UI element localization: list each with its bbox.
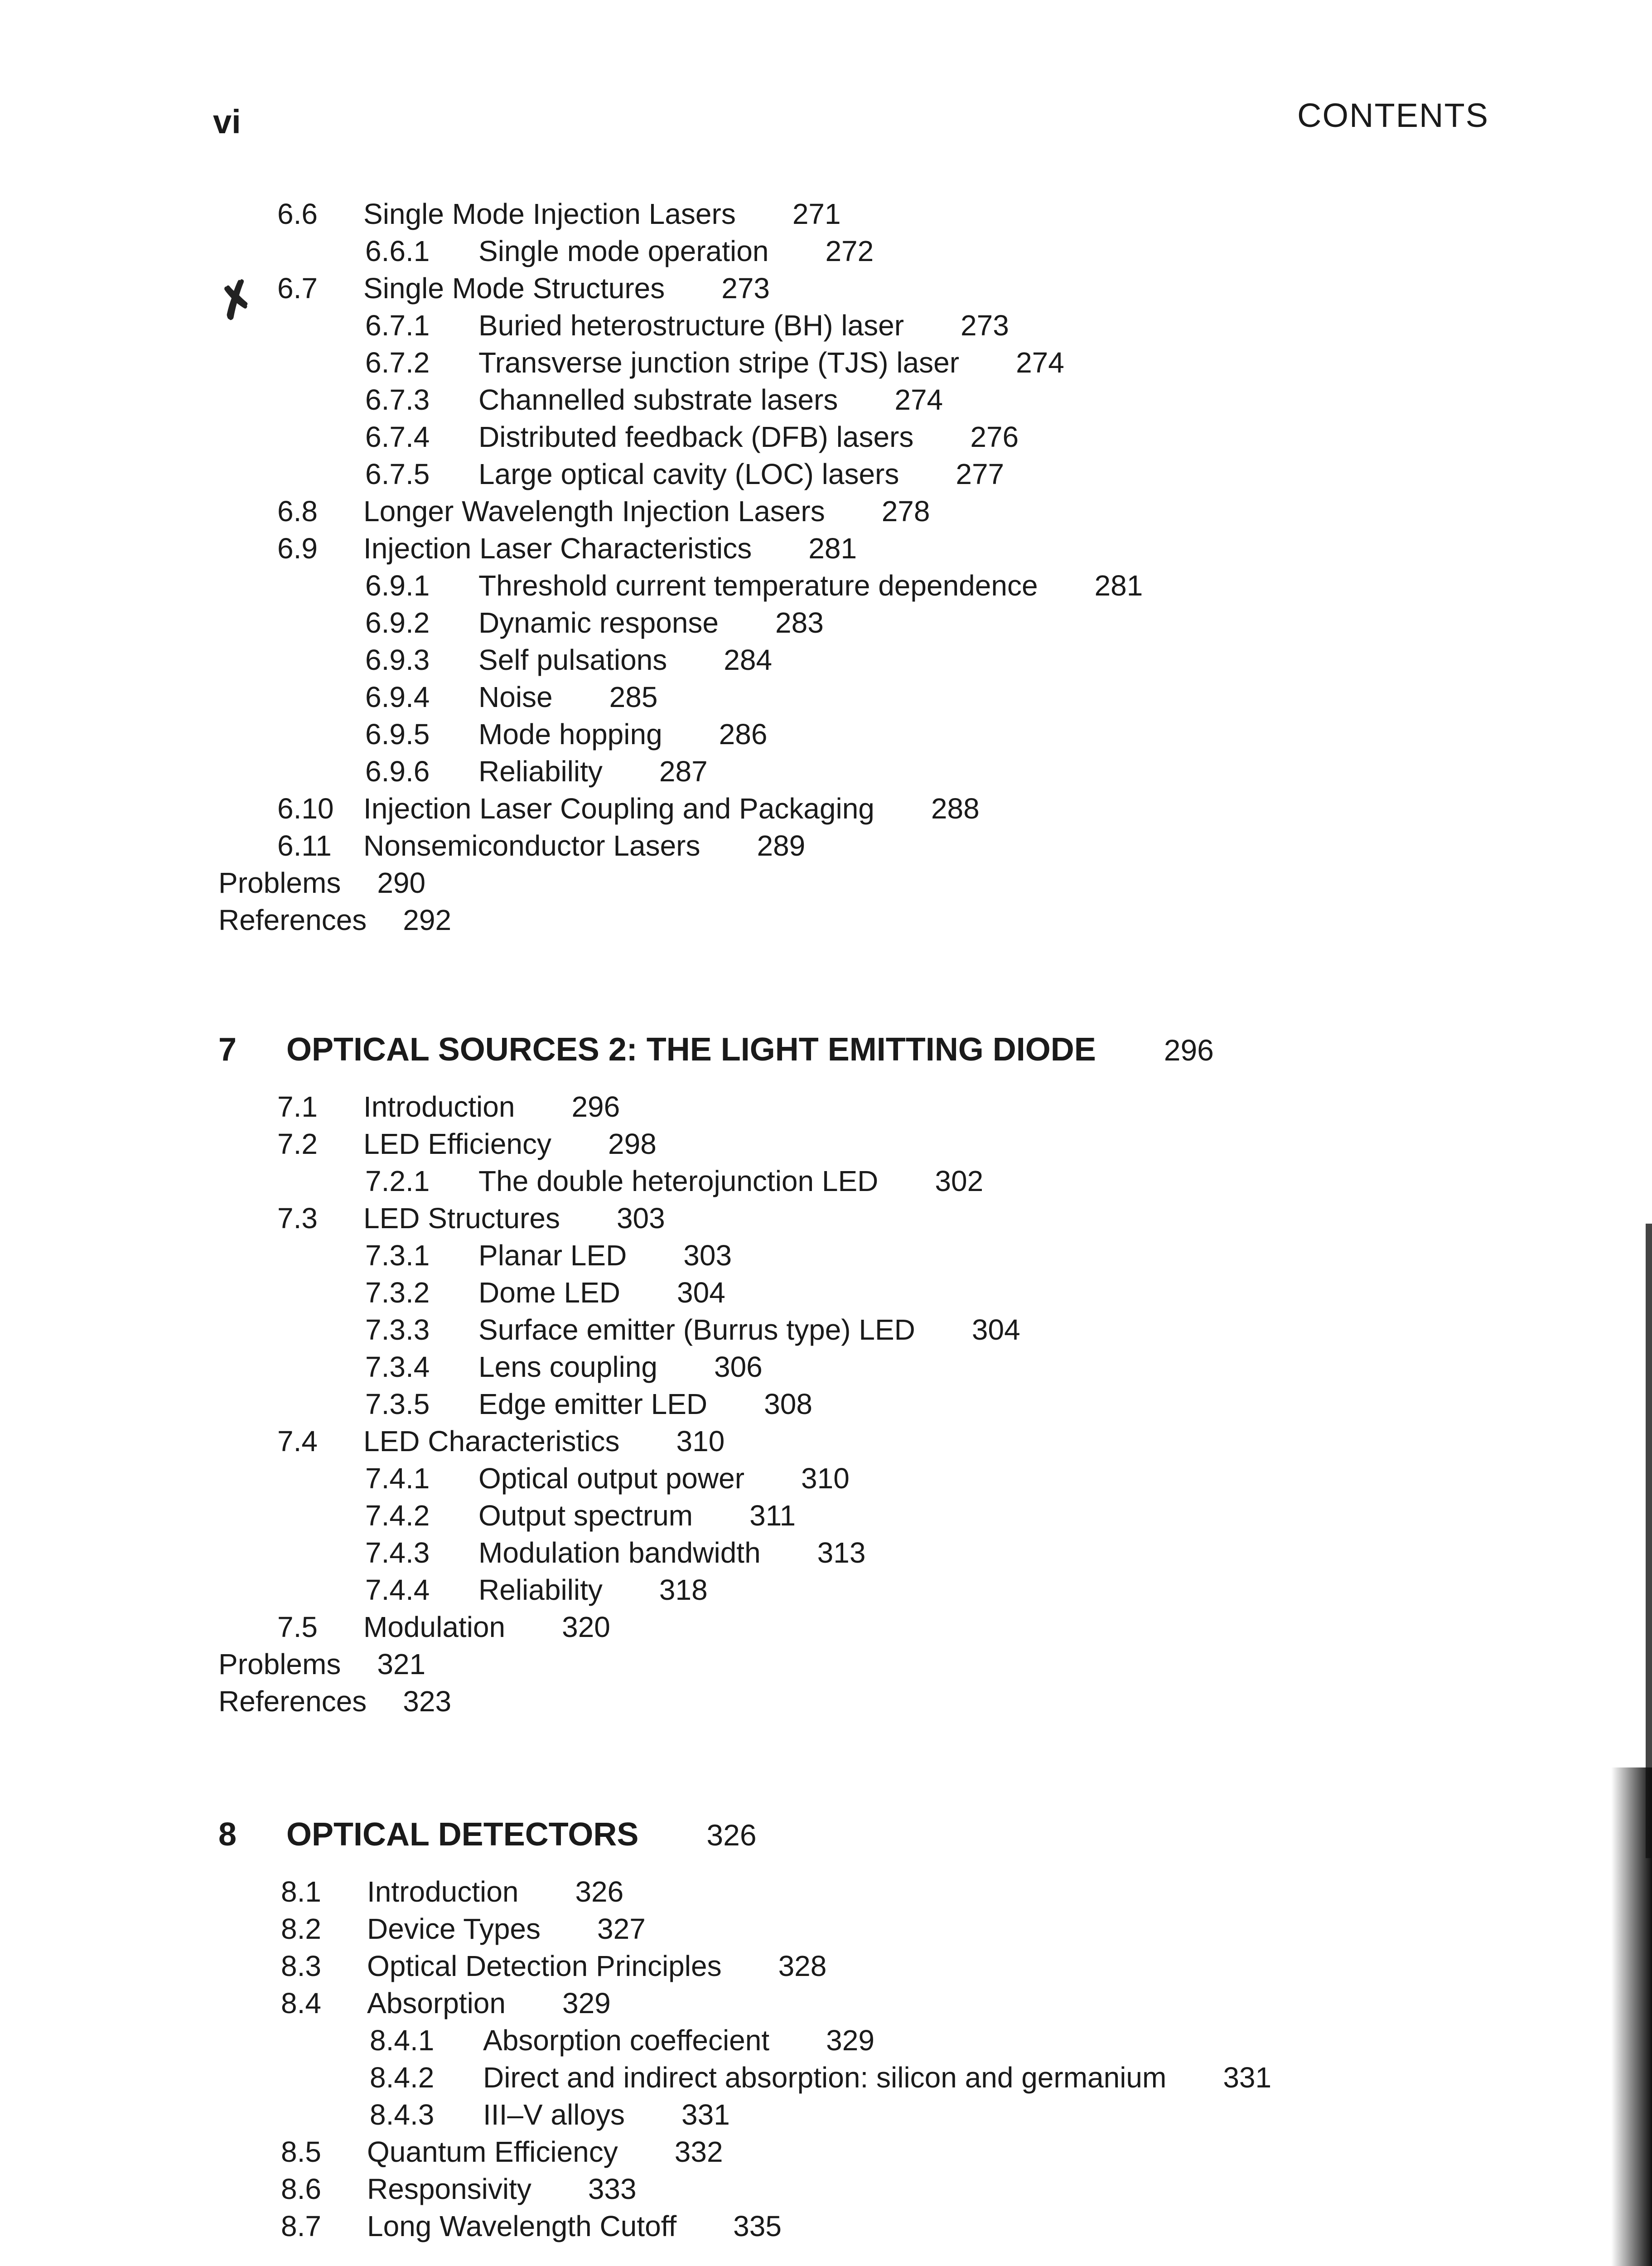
- section-number: 6.9: [277, 532, 318, 565]
- toc-entry: [365, 571, 1143, 600]
- section-page: 321: [377, 1648, 426, 1680]
- section-number: 7.4: [277, 1425, 318, 1457]
- toc-entry: [277, 1427, 725, 1456]
- section-page: 327: [597, 1913, 646, 1945]
- section-page: 281: [1094, 569, 1143, 602]
- section-title: Injection Laser Characteristics: [363, 532, 752, 565]
- toc-entry: [370, 2100, 730, 2129]
- section-page: 308: [764, 1388, 812, 1420]
- toc-entry: [365, 1501, 796, 1530]
- section-title: References: [218, 1685, 367, 1718]
- section-title: Long Wavelength Cutoff: [367, 2210, 677, 2242]
- section-number: 6.9.6: [365, 755, 430, 788]
- section-page: 296: [571, 1090, 620, 1123]
- section-page: 328: [778, 1950, 827, 1982]
- section-page: 298: [608, 1128, 657, 1160]
- toc-entry: [365, 385, 943, 414]
- toc-entry: [281, 1989, 611, 2018]
- toc-entry: [365, 757, 708, 786]
- section-title: Modulation: [363, 1611, 506, 1643]
- section-title: LED Efficiency: [363, 1128, 551, 1160]
- section-title: Reliability: [478, 755, 603, 788]
- chapter-number: 8: [218, 1816, 237, 1853]
- section-title: Large optical cavity (LOC) lasers: [478, 458, 899, 490]
- section-title: Quantum Efficiency: [367, 2135, 618, 2168]
- toc-entry: [281, 2137, 723, 2166]
- toc-entry: [365, 1241, 732, 1270]
- section-number: 7.4.2: [365, 1499, 430, 1532]
- toc-entry: [365, 1464, 850, 1493]
- section-title: III–V alloys: [483, 2098, 625, 2131]
- toc-entry: [277, 199, 841, 228]
- section-title: Channelled substrate lasers: [478, 383, 838, 416]
- section-page: 318: [659, 1574, 708, 1606]
- toc-entry: [365, 1575, 708, 1604]
- toc-entry: [365, 645, 772, 674]
- section-page: 323: [403, 1685, 452, 1718]
- section-title: Self pulsations: [478, 644, 667, 676]
- section-number: 6.7.2: [365, 346, 430, 379]
- section-page: 303: [616, 1202, 665, 1235]
- section-title: Introduction: [367, 1875, 519, 1908]
- section-title: Dynamic response: [478, 606, 719, 639]
- section-title: Problems: [218, 1648, 341, 1680]
- section-page: 331: [1223, 2061, 1272, 2094]
- section-number: 7.4.1: [365, 1462, 430, 1495]
- running-header-title: CONTENTS: [1297, 97, 1489, 134]
- section-page: 271: [792, 198, 841, 230]
- section-page: 285: [609, 681, 658, 713]
- section-number: 6.7: [277, 272, 318, 305]
- toc-entry: [218, 868, 425, 897]
- section-page: 326: [575, 1875, 624, 1908]
- section-title: Nonsemiconductor Lasers: [363, 829, 700, 862]
- chapter-title: OPTICAL DETECTORS: [286, 1816, 639, 1853]
- toc-entry: [277, 1204, 665, 1233]
- section-title: Responsivity: [367, 2173, 531, 2205]
- section-title: The double heterojunction LED: [478, 1165, 879, 1197]
- toc-entry: [281, 1877, 623, 1906]
- section-title: Single mode operation: [478, 235, 769, 267]
- toc-entry: [277, 1092, 620, 1121]
- section-page: 329: [826, 2024, 874, 2057]
- chapter-number: 7: [218, 1031, 237, 1068]
- section-number: 8.4.3: [370, 2098, 435, 2131]
- section-page: 320: [562, 1611, 610, 1643]
- section-number: 6.9.4: [365, 681, 430, 713]
- section-page: 302: [935, 1165, 984, 1197]
- section-number: 8.6: [281, 2173, 321, 2205]
- section-page: 276: [970, 421, 1019, 453]
- section-title: Threshold current temperature dependence: [478, 569, 1038, 602]
- toc-entry: [365, 348, 1064, 377]
- section-title: Noise: [478, 681, 553, 713]
- section-number: 6.7.5: [365, 458, 430, 490]
- section-page: 311: [749, 1499, 796, 1532]
- section-page: 273: [721, 272, 770, 305]
- section-number: 8.4.1: [370, 2024, 435, 2057]
- toc-entry: [277, 1612, 610, 1641]
- section-page: 310: [676, 1425, 725, 1457]
- section-number: 8.4: [281, 1987, 321, 2019]
- section-title: Single Mode Injection Lasers: [363, 198, 736, 230]
- section-number: 7.1: [277, 1090, 318, 1123]
- section-page: 304: [971, 1313, 1020, 1346]
- section-title: Injection Laser Coupling and Packaging: [363, 792, 874, 825]
- section-page: 303: [683, 1239, 732, 1272]
- section-title: LED Structures: [363, 1202, 560, 1235]
- section-title: Problems: [218, 867, 341, 899]
- section-page: 306: [714, 1351, 763, 1383]
- toc-entry: [370, 2026, 874, 2055]
- section-title: Device Types: [367, 1913, 541, 1945]
- chapter-heading: [218, 1818, 757, 1851]
- section-title: Dome LED: [478, 1276, 620, 1309]
- section-number: 8.5: [281, 2135, 321, 2168]
- section-title: Buried heterostructure (BH) laser: [478, 309, 904, 342]
- chapter-page: 296: [1164, 1033, 1214, 1067]
- section-page: 335: [733, 2210, 782, 2242]
- section-number: 6.9.5: [365, 718, 430, 750]
- section-number: 7.2.1: [365, 1165, 430, 1197]
- section-number: 6.7.1: [365, 309, 430, 342]
- toc-entry: [365, 1352, 763, 1381]
- section-page: 313: [817, 1536, 866, 1569]
- section-title: Edge emitter LED: [478, 1388, 708, 1420]
- section-number: 7.5: [277, 1611, 318, 1643]
- handwritten-mark-icon: ✗: [210, 270, 263, 331]
- section-page: 290: [377, 867, 426, 899]
- toc-entry: [218, 905, 451, 934]
- section-title: Distributed feedback (DFB) lasers: [478, 421, 914, 453]
- section-number: 8.1: [281, 1875, 321, 1908]
- section-page: 333: [588, 2173, 637, 2205]
- section-page: 286: [719, 718, 768, 750]
- section-number: 7.3.5: [365, 1388, 430, 1420]
- toc-entry: [365, 608, 824, 637]
- toc-entry: [365, 720, 767, 749]
- section-title: References: [218, 904, 367, 936]
- toc-entry: [365, 460, 1004, 489]
- section-title: Optical output power: [478, 1462, 744, 1495]
- toc-entry: [218, 1687, 451, 1716]
- section-number: 7.3.1: [365, 1239, 430, 1272]
- section-title: Transverse junction stripe (TJS) laser: [478, 346, 960, 379]
- section-page: 272: [825, 235, 874, 267]
- section-page: 273: [961, 309, 1009, 342]
- toc-entry: [281, 2212, 782, 2241]
- section-title: Absorption: [367, 1987, 506, 2019]
- section-number: 6.7.4: [365, 421, 430, 453]
- section-page: 281: [808, 532, 857, 565]
- section-number: 7.3.2: [365, 1276, 430, 1309]
- section-title: Output spectrum: [478, 1499, 693, 1532]
- toc-entry: [277, 1129, 657, 1158]
- section-number: 6.11: [277, 829, 332, 862]
- section-number: 6.6: [277, 198, 318, 230]
- section-title: Introduction: [363, 1090, 515, 1123]
- toc-entry: [365, 311, 1009, 340]
- toc-entry: [365, 1390, 812, 1419]
- toc-entry: [365, 1315, 1020, 1344]
- section-number: 7.2: [277, 1128, 318, 1160]
- section-title: Longer Wavelength Injection Lasers: [363, 495, 825, 528]
- section-page: 277: [956, 458, 1005, 490]
- section-title: Mode hopping: [478, 718, 662, 750]
- section-number: 7.3.3: [365, 1313, 430, 1346]
- section-number: 7.3: [277, 1202, 318, 1235]
- section-title: Surface emitter (Burrus type) LED: [478, 1313, 915, 1346]
- section-page: 292: [403, 904, 452, 936]
- section-title: Lens coupling: [478, 1351, 657, 1383]
- section-title: Absorption coeffecient: [483, 2024, 770, 2057]
- section-page: 310: [801, 1462, 850, 1495]
- section-number: 8.2: [281, 1913, 321, 1945]
- section-title: Direct and indirect absorption: silicon and germanium: [483, 2061, 1167, 2094]
- section-number: 6.9.2: [365, 606, 430, 639]
- section-number: 6.8: [277, 495, 318, 528]
- toc-entry: [277, 794, 980, 823]
- scan-edge-shadow: [1646, 1224, 1652, 1858]
- section-number: 6.6.1: [365, 235, 430, 267]
- toc-entry: [365, 1278, 725, 1307]
- section-title: Planar LED: [478, 1239, 627, 1272]
- section-page: 289: [757, 829, 806, 862]
- toc-entry: [365, 422, 1019, 451]
- toc-entry: [365, 683, 657, 712]
- section-title: LED Characteristics: [363, 1425, 620, 1457]
- toc-entry: [365, 1167, 983, 1196]
- toc-entry: [277, 831, 805, 860]
- section-number: 6.10: [277, 792, 334, 825]
- section-page: 274: [1016, 346, 1064, 379]
- section-page: 331: [681, 2098, 730, 2131]
- section-page: 284: [724, 644, 773, 676]
- toc-entry: [370, 2063, 1271, 2092]
- section-number: 6.9.3: [365, 644, 430, 676]
- chapter-page: 326: [706, 1818, 757, 1852]
- toc-entry: [281, 1914, 646, 1943]
- chapter-title: OPTICAL SOURCES 2: THE LIGHT EMITTING DIODE: [286, 1031, 1096, 1068]
- section-number: 7.4.4: [365, 1574, 430, 1606]
- toc-entry: [281, 1951, 826, 1980]
- section-page: 278: [881, 495, 930, 528]
- toc-entry: [277, 497, 930, 526]
- section-number: 6.7.3: [365, 383, 430, 416]
- section-title: Modulation bandwidth: [478, 1536, 761, 1569]
- section-title: Reliability: [478, 1574, 603, 1606]
- section-page: 274: [894, 383, 943, 416]
- toc-entry: [365, 237, 874, 266]
- section-number: 8.7: [281, 2210, 321, 2242]
- section-page: 287: [659, 755, 708, 788]
- section-title: Single Mode Structures: [363, 272, 665, 305]
- toc-entry: [277, 274, 770, 303]
- page-number: vi: [213, 103, 241, 140]
- section-page: 332: [674, 2135, 723, 2168]
- section-number: 7.4.3: [365, 1536, 430, 1569]
- section-number: 7.3.4: [365, 1351, 430, 1383]
- section-number: 8.4.2: [370, 2061, 435, 2094]
- section-title: Optical Detection Principles: [367, 1950, 722, 1982]
- toc-entry: [281, 2174, 637, 2203]
- toc-entry: [365, 1538, 865, 1567]
- scan-right-shadow: [1611, 1767, 1652, 2266]
- toc-entry: [277, 534, 857, 563]
- section-page: 283: [775, 606, 824, 639]
- section-page: 329: [562, 1987, 611, 2019]
- section-page: 288: [931, 792, 980, 825]
- chapter-heading: [218, 1033, 1214, 1066]
- section-page: 304: [677, 1276, 725, 1309]
- toc-entry: [218, 1650, 425, 1679]
- section-number: 8.3: [281, 1950, 321, 1982]
- section-number: 6.9.1: [365, 569, 430, 602]
